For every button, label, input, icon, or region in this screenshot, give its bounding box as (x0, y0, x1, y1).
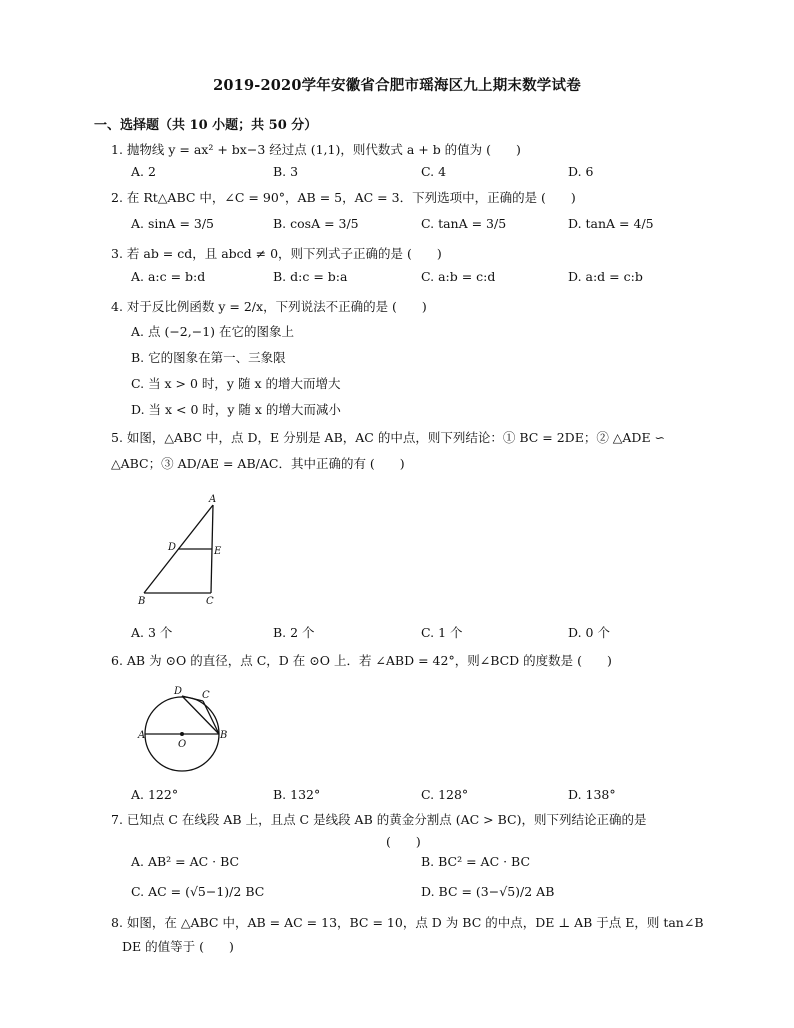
label-d: D (168, 542, 177, 553)
label-e: E (214, 546, 222, 557)
q2-option-c: C. tanA = 3/5 (421, 216, 507, 231)
q3-option-b: B. d:c = b:a (273, 269, 348, 284)
q5-option-d: D. 0 个 (568, 625, 610, 640)
q4-option-a: A. 点 (−2,−1) 在它的图象上 (131, 324, 295, 339)
q1-option-d: D. 6 (568, 164, 594, 179)
q7-option-b: B. BC² = AC · BC (421, 854, 531, 869)
question-4-stem: 4. 对于反比例函数 y = 2/x，下列说法不正确的是 ( ) (111, 299, 427, 314)
question-3-stem: 3. 若 ab = cd，且 abcd ≠ 0，则下列式子正确的是 ( ) (111, 246, 442, 261)
label-d: D (174, 686, 183, 697)
q3-option-c: C. a:b = c:d (421, 269, 496, 284)
q4-option-d: D. 当 x < 0 时，y 随 x 的增大而减小 (131, 402, 341, 417)
label-b: B (220, 730, 228, 741)
question-1-stem: 1. 抛物线 y = ax² + bx−3 经过点 (1,1)，则代数式 a + b 的值为 ( ) (111, 142, 521, 157)
q7-option-c: C. AC = (√5−1)/2 BC (131, 884, 265, 899)
question-7-stem: 7. 已知点 C 在线段 AB 上，且点 C 是线段 AB 的黄金分割点 (AC > BC)，则下列结论正确的是 (111, 812, 647, 827)
q6-option-d: D. 138° (568, 787, 616, 802)
question-5-stem-line-2: △ABC；③ AD/AE = AB/AC．其中正确的有 ( ) (111, 456, 405, 471)
q2-option-a: A. sinA = 3/5 (131, 216, 215, 231)
q7-option-a: A. AB² = AC · BC (131, 854, 240, 869)
q2-option-d: D. tanA = 4/5 (568, 216, 654, 231)
label-c: C (206, 596, 214, 607)
q6-option-a: A. 122° (131, 787, 179, 802)
label-b: B (138, 596, 146, 607)
question-6-stem: 6. AB 为 ⊙O 的直径，点 C，D 在 ⊙O 上．若 ∠ABD = 42°，则∠BCD 的度数是 ( ) (111, 653, 612, 668)
page-title: 2019-2020学年安徽省合肥市瑶海区九上期末数学试卷 (213, 77, 581, 94)
question-5-stem-line-1: 5. 如图，△ABC 中，点 D，E 分别是 AB，AC 的中点，则下列结论：① BC = 2DE；② △ADE ∽ (111, 430, 666, 445)
q4-option-b: B. 它的图象在第一、三象限 (131, 350, 286, 365)
label-a: A (209, 494, 217, 505)
label-o: O (178, 739, 187, 750)
q3-option-a: A. a:c = b:d (131, 269, 206, 284)
q1-option-c: C. 4 (421, 164, 447, 179)
q6-option-c: C. 128° (421, 787, 469, 802)
question-8-stem-line-1: 8. 如图，在 △ABC 中，AB = AC = 13，BC = 10，点 D 为 BC 的中点，DE ⊥ AB 于点 E，则 tan∠B (111, 915, 704, 930)
label-c: C (202, 690, 210, 701)
section-heading: 一、选择题（共 10 小题；共 50 分） (94, 118, 318, 133)
circle-figure (134, 682, 234, 782)
q5-option-a: A. 3 个 (131, 625, 173, 640)
question-2-stem: 2. 在 Rt△ABC 中，∠C = 90°，AB = 5，AC = 3．下列选项中，正确的是 ( ) (111, 190, 576, 205)
label-a: A (138, 730, 146, 741)
q1-option-a: A. 2 (131, 164, 156, 179)
q7-option-d: D. BC = (3−√5)/2 AB (421, 884, 555, 899)
q6-option-b: B. 132° (273, 787, 321, 802)
question-8-stem-line-2: DE 的值等于 ( ) (122, 939, 234, 954)
question-7-paren: ( ) (386, 834, 421, 849)
q1-option-b: B. 3 (273, 164, 299, 179)
q3-option-d: D. a:d = c:b (568, 269, 643, 284)
q4-option-c: C. 当 x > 0 时，y 随 x 的增大而增大 (131, 376, 341, 391)
q5-option-b: B. 2 个 (273, 625, 315, 640)
q5-option-c: C. 1 个 (421, 625, 463, 640)
q2-option-b: B. cosA = 3/5 (273, 216, 359, 231)
triangle-figure (132, 492, 232, 610)
